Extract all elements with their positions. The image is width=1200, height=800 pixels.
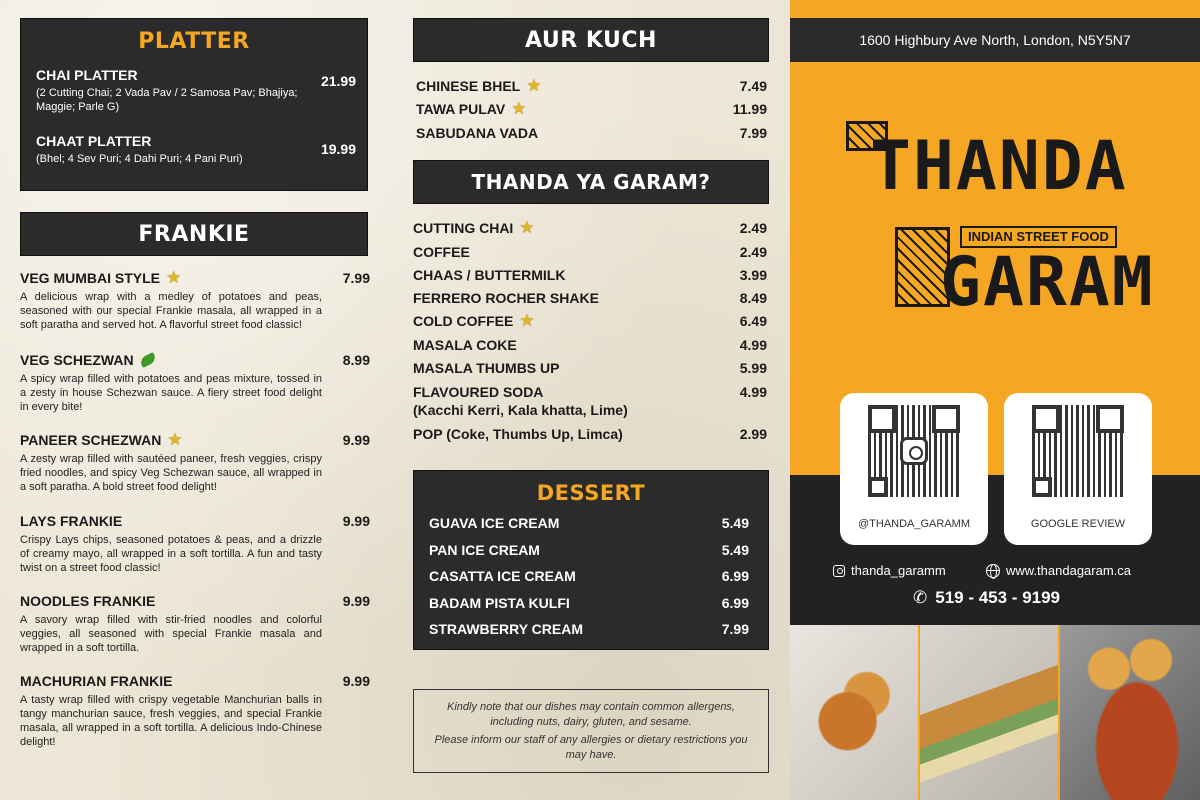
- frankie-item-desc: A spicy wrap filled with potatoes and peas mixture, tossed in a zesty in house Schezwan sauce. A fiery street food delight in every bite!: [20, 373, 322, 413]
- star-icon: ★: [519, 311, 535, 330]
- logo-word-garam: GARAM: [940, 243, 1155, 322]
- frankie-item-name-row: [20, 593, 370, 609]
- frankie-item-name-row: [20, 270, 370, 286]
- aur-kuch-item-price: 11.99: [732, 101, 767, 117]
- platter-item-name: CHAI PLATTER: [36, 67, 138, 83]
- drink-item: [413, 290, 767, 306]
- frankie-item-desc: A zesty wrap filled with sautéed paneer, fresh veggies, crispy fried noodles, and spicy Veg Schezwan sauce, all wrapped in a soft paratha. A bold street food delight!: [20, 453, 322, 493]
- instagram-qr-card[interactable]: [840, 393, 988, 545]
- frankie-item-name-row: [20, 352, 370, 368]
- drink-item-name: FLAVOURED SODA: [413, 384, 544, 400]
- drink-item: [413, 337, 767, 353]
- qr-code-icon: [868, 405, 960, 497]
- drink-item-name: CHAAS / BUTTERMILK: [413, 267, 566, 283]
- drink-item-price: 2.99: [739, 426, 767, 442]
- qr-finder-icon: [1032, 477, 1052, 497]
- platter-panel: [20, 18, 368, 191]
- platter-item-desc: (2 Cutting Chai; 2 Vada Pav / 2 Samosa Pav; Bhajiya; Maggie; Parle G): [36, 87, 298, 113]
- dessert-item-price: 5.49: [721, 542, 749, 558]
- frankie-item-name: PANEER SCHEZWAN: [20, 432, 162, 448]
- star-icon: ★: [166, 268, 182, 287]
- frankie-item-price: 7.99: [342, 270, 370, 286]
- drink-item-name: FERRERO ROCHER SHAKE: [413, 290, 599, 306]
- drink-item-price: 2.49: [739, 244, 767, 260]
- aur-kuch-item: [416, 101, 767, 117]
- platter-item-desc: (Bhel; 4 Sev Puri; 4 Dahi Puri; 4 Pani Puri): [36, 153, 243, 165]
- qr-label: GOOGLE REVIEW: [1030, 518, 1126, 530]
- star-icon: ★: [511, 99, 527, 118]
- qr-code-icon: [1032, 405, 1124, 497]
- frankie-item-name-row: [20, 432, 370, 448]
- frankie-item-name: NOODLES FRANKIE: [20, 593, 156, 609]
- dessert-item: [429, 568, 749, 584]
- drink-item-price: 2.49: [739, 220, 767, 236]
- website-link[interactable]: [986, 563, 1131, 578]
- aur-kuch-item-name: SABUDANA VADA: [416, 125, 539, 141]
- instagram-link[interactable]: [833, 563, 946, 578]
- star-icon: ★: [519, 218, 535, 237]
- drink-item: [413, 360, 767, 376]
- address-bar: [790, 18, 1200, 62]
- frankie-title: FRANKIE: [138, 221, 250, 247]
- qr-finder-icon: [868, 477, 888, 497]
- frankie-item-desc: Crispy Lays chips, seasoned potatoes & peas, and a drizzle of creamy mayo, all wrapped in a soft tortilla. A fun and tasty twist on a street food classic!: [20, 534, 322, 574]
- google-review-qr-card[interactable]: [1004, 393, 1152, 545]
- frankie-item: [20, 432, 370, 494]
- drink-item-name: MASALA THUMBS UP: [413, 360, 560, 376]
- frankie-item-price: 9.99: [342, 513, 370, 529]
- platter-title: PLATTER: [138, 29, 250, 54]
- drink-item: [413, 426, 767, 442]
- food-photo-sandwich: [920, 625, 1058, 800]
- dessert-item-price: 7.99: [721, 621, 749, 637]
- phone-icon: ✆: [913, 588, 928, 607]
- dessert-item: [429, 515, 749, 531]
- platter-item-name: CHAAT PLATTER: [36, 133, 152, 149]
- dessert-item-price: 5.49: [721, 515, 749, 531]
- dessert-item-name: PAN ICE CREAM: [429, 542, 540, 558]
- frankie-item-price: 9.99: [342, 673, 370, 689]
- drink-item-name: COLD COFFEE: [413, 313, 514, 329]
- frankie-item: [20, 270, 370, 332]
- frankie-item-price: 9.99: [342, 593, 370, 609]
- frankie-item: [20, 593, 370, 655]
- phone-number: 519 - 453 - 9199: [935, 588, 1061, 607]
- frankie-item-name: VEG MUMBAI STYLE: [20, 270, 161, 286]
- aur-kuch-title: AUR KUCH: [525, 27, 657, 53]
- frankie-item-name: MACHURIAN FRANKIE: [20, 673, 173, 689]
- frankie-item-name: LAYS FRANKIE: [20, 513, 123, 529]
- frankie-item-desc: A delicious wrap with a medley of potatoes and peas, seasoned with our special Frankie masala, all wrapped in a soft paratha and served hot. A flavorful street food classic!: [20, 291, 322, 331]
- drink-item-subtext: (Kacchi Kerri, Kala khatta, Lime): [413, 402, 628, 418]
- drink-item-name: MASALA COKE: [413, 337, 517, 353]
- aur-kuch-item-price: 7.49: [739, 78, 767, 94]
- frankie-item-desc: A savory wrap filled with stir-fried noodles and colorful veggies, all seasoned with special Frankie masala and wrapped in a soft tortilla.: [20, 614, 322, 654]
- drink-item: [413, 313, 767, 329]
- platter-item: [36, 133, 356, 166]
- instagram-icon: [900, 437, 928, 465]
- logo-tagline: INDIAN STREET FOOD: [960, 226, 1117, 248]
- dessert-item: [429, 621, 749, 637]
- drink-item-price: 6.49: [739, 313, 767, 329]
- phone-link[interactable]: [913, 588, 1060, 608]
- thanda-ya-garam-title: THANDA YA GARAM?: [471, 170, 711, 194]
- frankie-item: [20, 352, 370, 414]
- allergen-note: [413, 689, 769, 773]
- drink-item-price: 5.99: [739, 360, 767, 376]
- frankie-item-name-row: [20, 673, 370, 689]
- instagram-icon: [833, 565, 845, 577]
- dessert-panel: [413, 470, 769, 650]
- drink-item: [413, 220, 767, 236]
- instagram-handle: thanda_garamm: [851, 563, 946, 578]
- frankie-item-price: 8.99: [342, 352, 370, 368]
- thanda-ya-garam-header: [413, 160, 769, 204]
- drink-item-name: COFFEE: [413, 244, 470, 260]
- frankie-item-price: 9.99: [342, 432, 370, 448]
- aur-kuch-item: [416, 78, 767, 94]
- globe-icon: [986, 564, 1000, 578]
- website-url: www.thandagaram.ca: [1006, 563, 1132, 578]
- drink-item: [413, 267, 767, 283]
- frankie-item-name: VEG SCHEZWAN: [20, 352, 134, 368]
- qr-label: @THANDA_GARAMM: [857, 518, 970, 530]
- frankie-item: [20, 673, 370, 749]
- dessert-item-name: BADAM PISTA KULFI: [429, 595, 570, 611]
- thanda-garam-logo: [840, 115, 1155, 322]
- drink-item-price: 8.49: [739, 290, 767, 306]
- drink-item: [413, 244, 767, 260]
- frankie-item-desc: A tasty wrap filled with crispy vegetable Manchurian balls in tangy manchurian sauce, fresh veggies, and special Frankie masala, all wrapped in a soft tortilla. A delicious Indo-Chinese delight!: [20, 694, 322, 748]
- star-icon: ★: [526, 76, 542, 95]
- aur-kuch-header: [413, 18, 769, 62]
- platter-item-price: 21.99: [320, 73, 356, 89]
- allergen-note-line: Kindly note that our dishes may contain common allergens, including nuts, dairy, gluten, and sesame.: [447, 701, 735, 728]
- frankie-item-name-row: [20, 513, 370, 529]
- logo-word-thanda: THANDA: [870, 127, 1128, 206]
- dessert-item: [429, 542, 749, 558]
- food-photo-pav-bhaji: [1060, 625, 1200, 800]
- drink-item-name: POP (Coke, Thumbs Up, Limca): [413, 426, 623, 442]
- drink-item: [413, 384, 767, 418]
- aur-kuch-item: [416, 125, 767, 141]
- drink-item-price: 4.99: [739, 384, 767, 400]
- drink-item-price: 4.99: [739, 337, 767, 353]
- address-text: 1600 Highbury Ave North, London, N5Y5N7: [859, 32, 1131, 48]
- drink-item-price: 3.99: [739, 267, 767, 283]
- platter-item: [36, 67, 356, 114]
- allergen-note-line: Please inform our staff of any allergies or dietary restrictions you may have.: [434, 734, 748, 761]
- aur-kuch-item-price: 7.99: [739, 125, 767, 141]
- chili-icon: [138, 352, 157, 368]
- dessert-item-price: 6.99: [721, 595, 749, 611]
- food-photo-vada-pav: [790, 625, 918, 800]
- aur-kuch-item-name: CHINESE BHEL: [416, 78, 521, 94]
- dessert-item-name: CASATTA ICE CREAM: [429, 568, 576, 584]
- dessert-item-name: STRAWBERRY CREAM: [429, 621, 584, 637]
- drink-item-name: CUTTING CHAI: [413, 220, 514, 236]
- dessert-item-name: GUAVA ICE CREAM: [429, 515, 560, 531]
- aur-kuch-item-name: TAWA PULAV: [416, 101, 506, 117]
- dessert-title: DESSERT: [536, 481, 646, 505]
- frankie-header: [20, 212, 368, 256]
- dessert-item-price: 6.99: [721, 568, 749, 584]
- platter-item-price: 19.99: [320, 141, 356, 157]
- star-icon: ★: [167, 430, 183, 449]
- dessert-item: [429, 595, 749, 611]
- frankie-item: [20, 513, 370, 575]
